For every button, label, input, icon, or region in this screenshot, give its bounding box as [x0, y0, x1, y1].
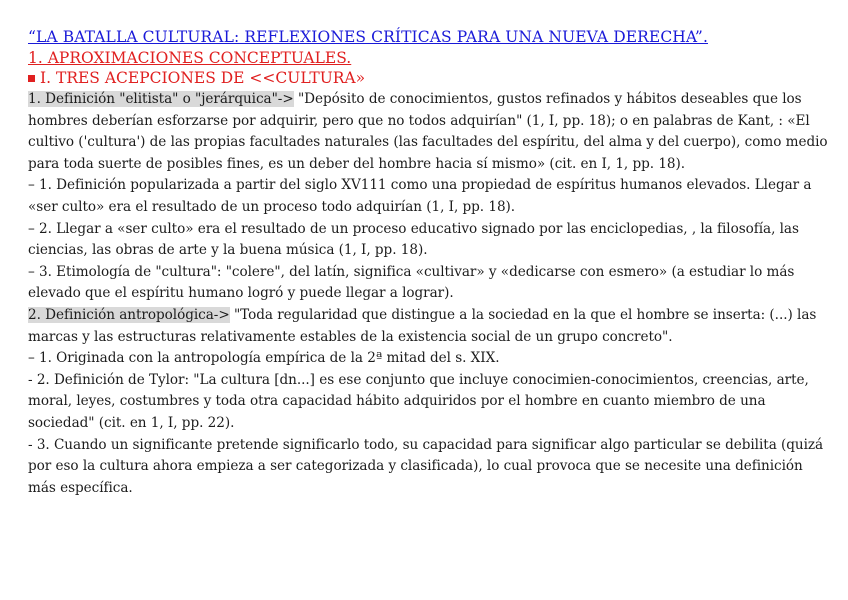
paragraph-item: – 2. Llegar a «ser culto» era el resultado de un proceso educativo signado por las enciclopedias, , la filosofía, las ciencias, las obras de arte y la buena música (1, I, pp. 18).: [28, 220, 799, 259]
paragraph-item: - 2. Definición de Tylor: "La cultura [dn...] es ese conjunto que incluye conocimien-conocimientos, creencias, arte, moral, leyes, costumbres y toda otra capacidad hábito adquiridos por el hombre en cuanto miembro de una sociedad" (cit. en 1, I, pp. 22).: [28, 371, 809, 431]
paragraph-item: - 3. Cuando un significante pretende significarlo todo, su capacidad para significar algo particular se debilita (quizá por eso la cultura ahora empieza a ser categorizada y clasificada), lo cual provoca que se necesite una definición más específica.: [28, 436, 824, 496]
paragraph-anthropological-definition: [28, 305, 828, 348]
document-body: [28, 89, 828, 499]
paragraph-text: "Toda regularidad que distingue a la sociedad en la que el hombre se inserta: (...) las marcas y las estructuras relativamente estables de la existencia social de un grupo concreto".: [28, 306, 817, 345]
document-page: [28, 27, 828, 499]
paragraph-item: – 1. Definición popularizada a partir del siglo XV111 como una propiedad de espíritus humanos elevados. Llegar a «ser culto» era el resultado de un proceso todo adquirían (1, I, pp. 18).: [28, 177, 812, 215]
square-bullet-icon: [28, 75, 35, 82]
subsection-heading-text: I. TRES ACEPCIONES DE <<CULTURA»: [40, 69, 366, 87]
paragraph-elitist-definition: [28, 89, 828, 175]
paragraph-text: "Depósito de conocimientos, gustos refinados y hábitos deseables que los hombres deberían esforzarse por adquirir, pero que no todos adquirían" (1, I, pp. 18); o en palabras de Kant, : «El cultivo ('cultura') de las propias facultades naturales (las facultades del espíritu, del alma y del cuerpo), como medio para toda suerte de posibles fines, es un deber del hombre hacia sí mismo» (cit. en I, 1, pp. 18).: [28, 91, 828, 172]
highlighted-lead: 2. Definición antropológica->: [28, 306, 230, 323]
paragraph-item: – 1. Originada con la antropología empírica de la 2ª mitad del s. XIX.: [28, 350, 500, 367]
section-heading: 1. APROXIMACIONES CONCEPTUALES.: [28, 49, 352, 67]
paragraph-item: – 3. Etimología de "cultura": "colere", del latín, significa «cultivar» y «dedicarse con esmero» (a estudiar lo más elevado que el espíritu humano logró y puede llegar a lograr).: [28, 263, 795, 302]
document-title: “LA BATALLA CULTURAL: REFLEXIONES CRÍTICAS PARA UNA NUEVA DERECHA”.: [28, 28, 708, 46]
highlighted-lead: 1. Definición "elitista" o "jerárquica"->: [28, 91, 294, 107]
subsection-heading: [28, 68, 828, 89]
